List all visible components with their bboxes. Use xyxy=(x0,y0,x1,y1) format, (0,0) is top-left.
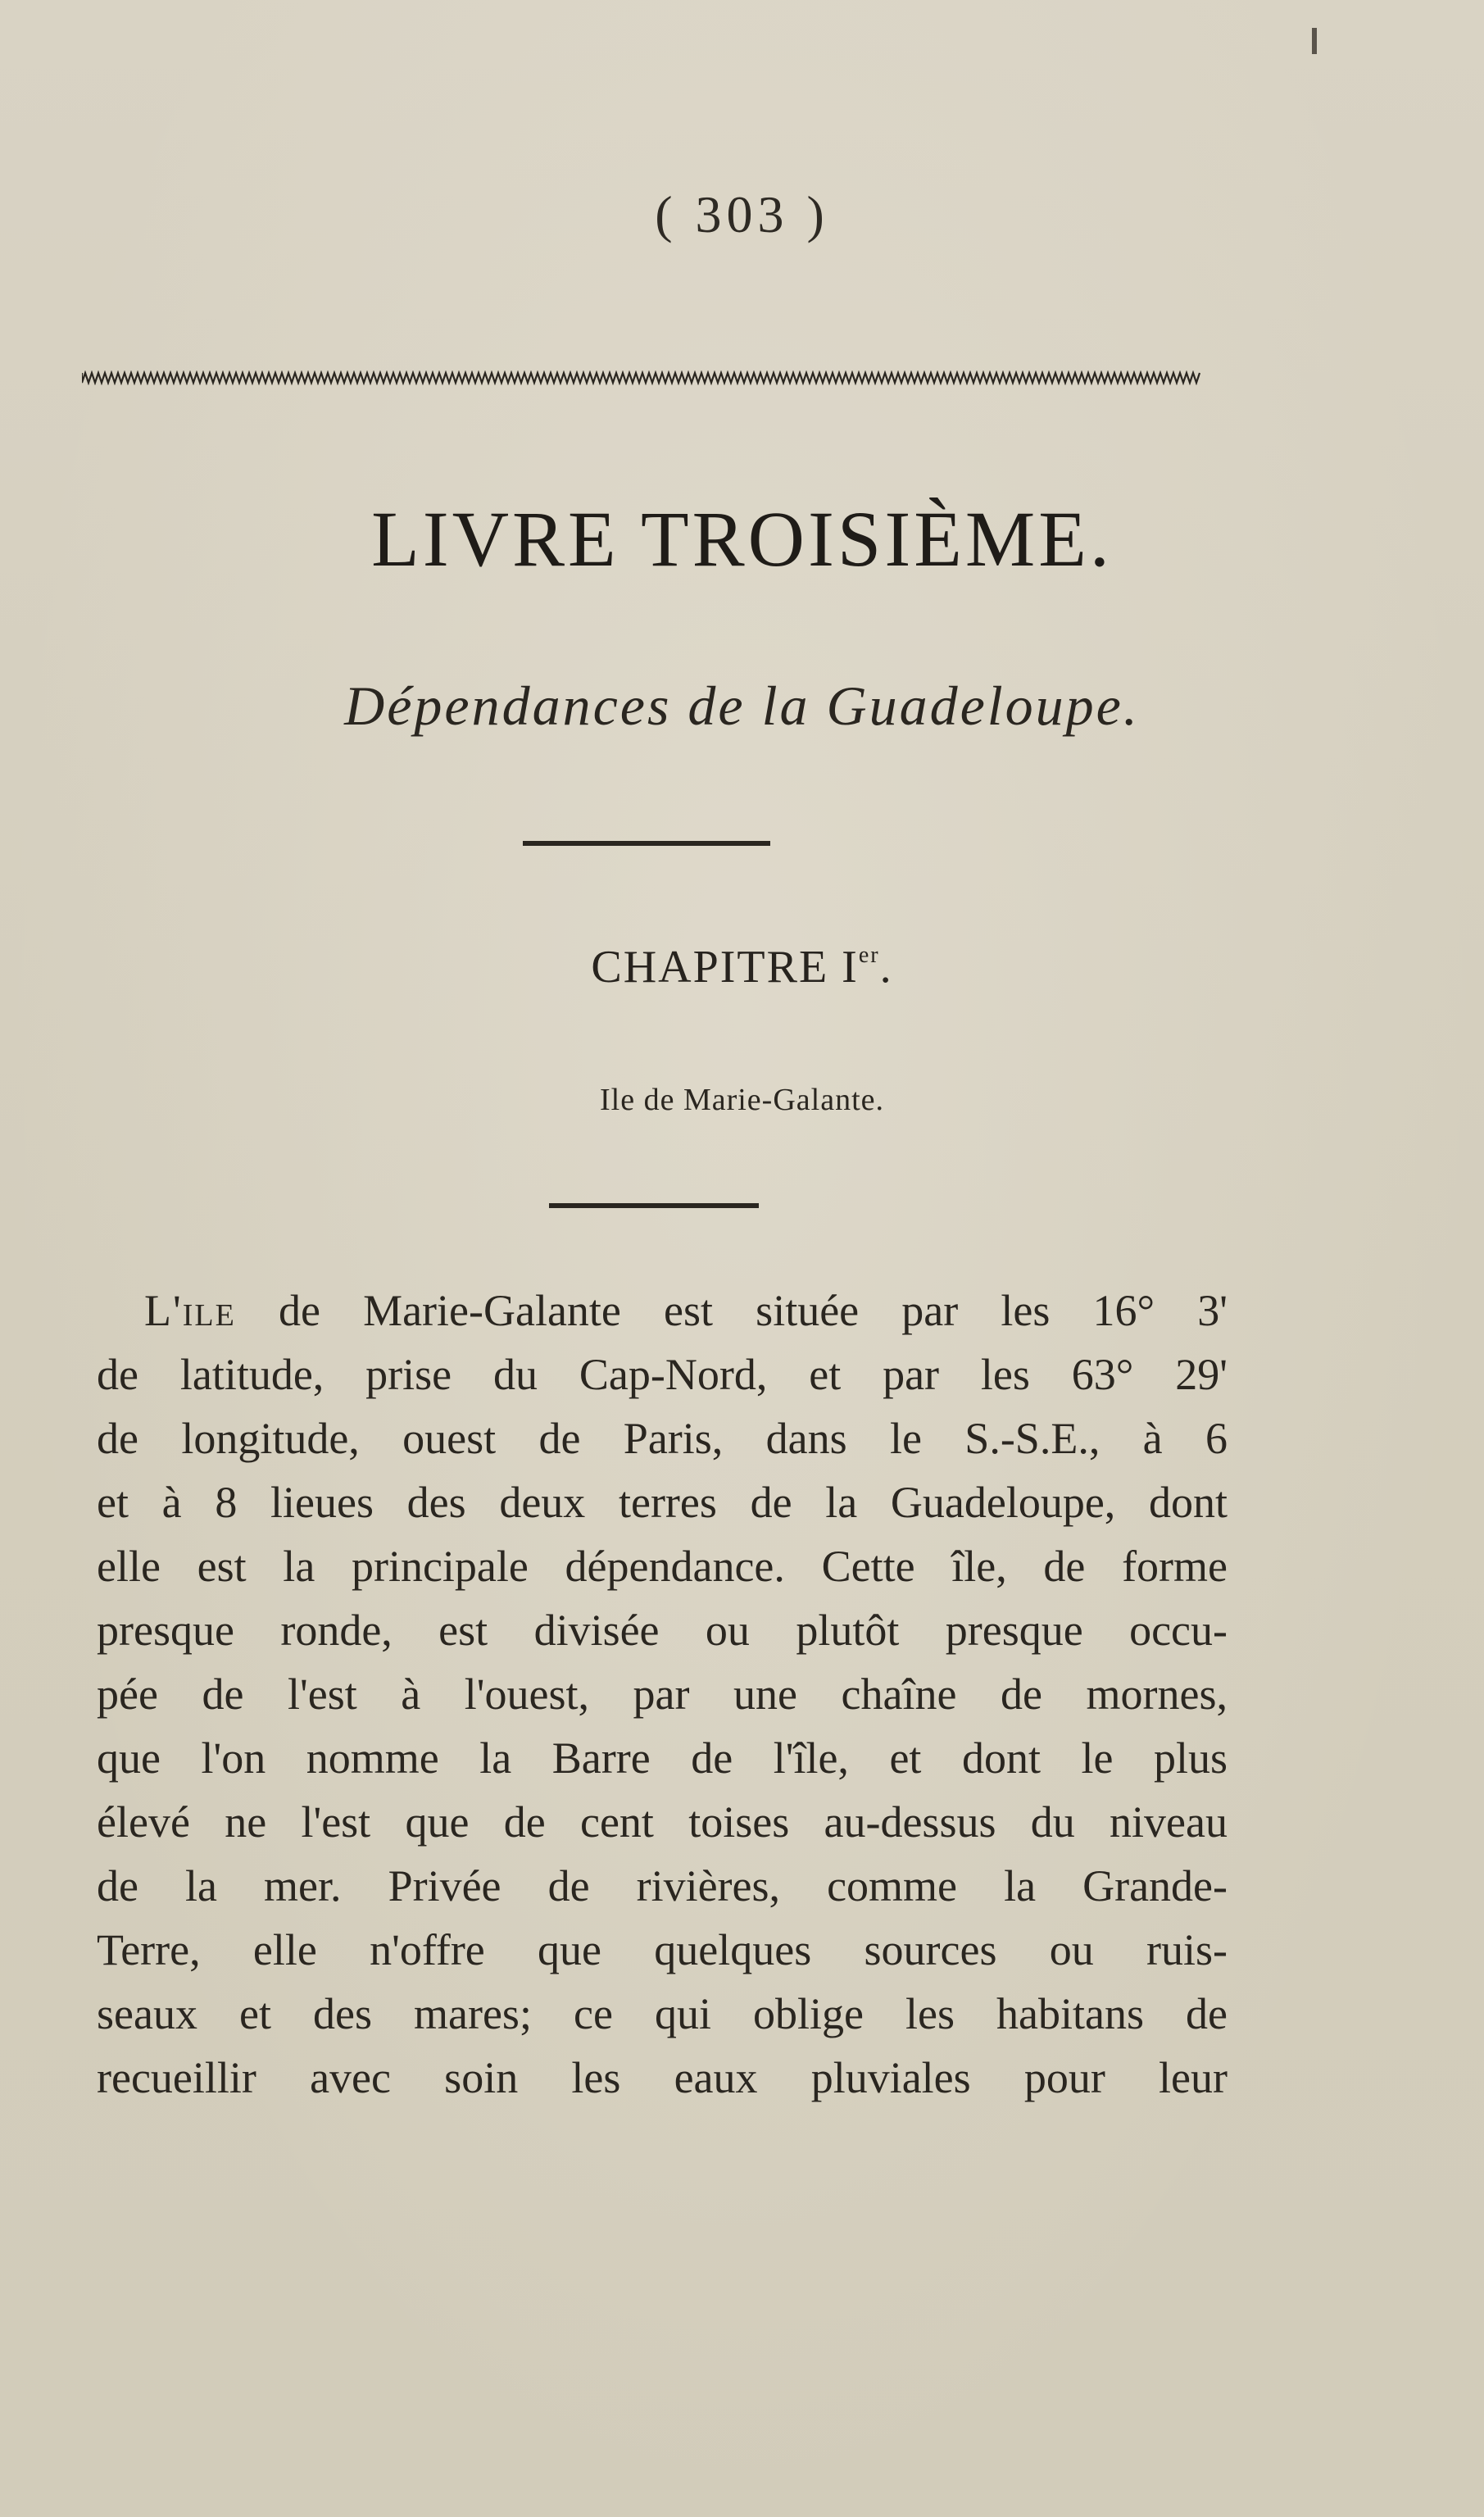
chapter-divider xyxy=(549,1203,759,1208)
drop-word: L'ile xyxy=(144,1286,236,1335)
text-line: de la mer. Privée de rivières, comme la Grande- xyxy=(97,1861,1228,1910)
chapter-heading xyxy=(0,941,1484,993)
body-paragraph xyxy=(97,1279,1228,2110)
text-line xyxy=(97,1279,1228,1343)
chapter-heading-superscript: er xyxy=(858,943,880,968)
book-title: LIVRE TROISIÈME. xyxy=(371,495,1113,583)
ornamental-rule xyxy=(82,370,1201,385)
text-line: elle est la principale dépendance. Cette île, de forme xyxy=(97,1542,1228,1591)
section-divider xyxy=(523,841,770,846)
text-line: et à 8 lieues des deux terres de la Guadeloupe, dont xyxy=(97,1478,1228,1527)
book-subtitle: Dépendances de la Guadeloupe. xyxy=(344,675,1140,737)
text-line: recueillir avec soin les eaux pluviales pour leur xyxy=(97,2053,1228,2102)
chapter-heading-period: . xyxy=(879,942,893,993)
page-number: ( 303 ) xyxy=(655,185,829,243)
text-line: de longitude, ouest de Paris, dans le S.-S.E., à 6 xyxy=(97,1414,1228,1463)
margin-mark xyxy=(1312,28,1317,54)
chapter-heading-text: CHAPITRE I xyxy=(591,942,859,993)
text-line: de latitude, prise du Cap-Nord, et par les 63° 29' xyxy=(97,1350,1228,1399)
text-line: que l'on nomme la Barre de l'île, et dont le plus xyxy=(97,1733,1228,1783)
text-line: seaux et des mares; ce qui oblige les habitans de xyxy=(97,1989,1228,2038)
text-line: presque ronde, est divisée ou plutôt presque occu- xyxy=(97,1606,1228,1655)
text-line: Terre, elle n'offre que quelques sources ou ruis- xyxy=(97,1925,1228,1974)
text-line: pée de l'est à l'ouest, par une chaîne de mornes, xyxy=(97,1670,1228,1719)
text-line-content: de Marie-Galante est située par les 16° 3' xyxy=(235,1286,1228,1335)
chapter-title: Ile de Marie-Galante. xyxy=(600,1083,884,1117)
text-line: élevé ne l'est que de cent toises au-dessus du niveau xyxy=(97,1797,1228,1847)
